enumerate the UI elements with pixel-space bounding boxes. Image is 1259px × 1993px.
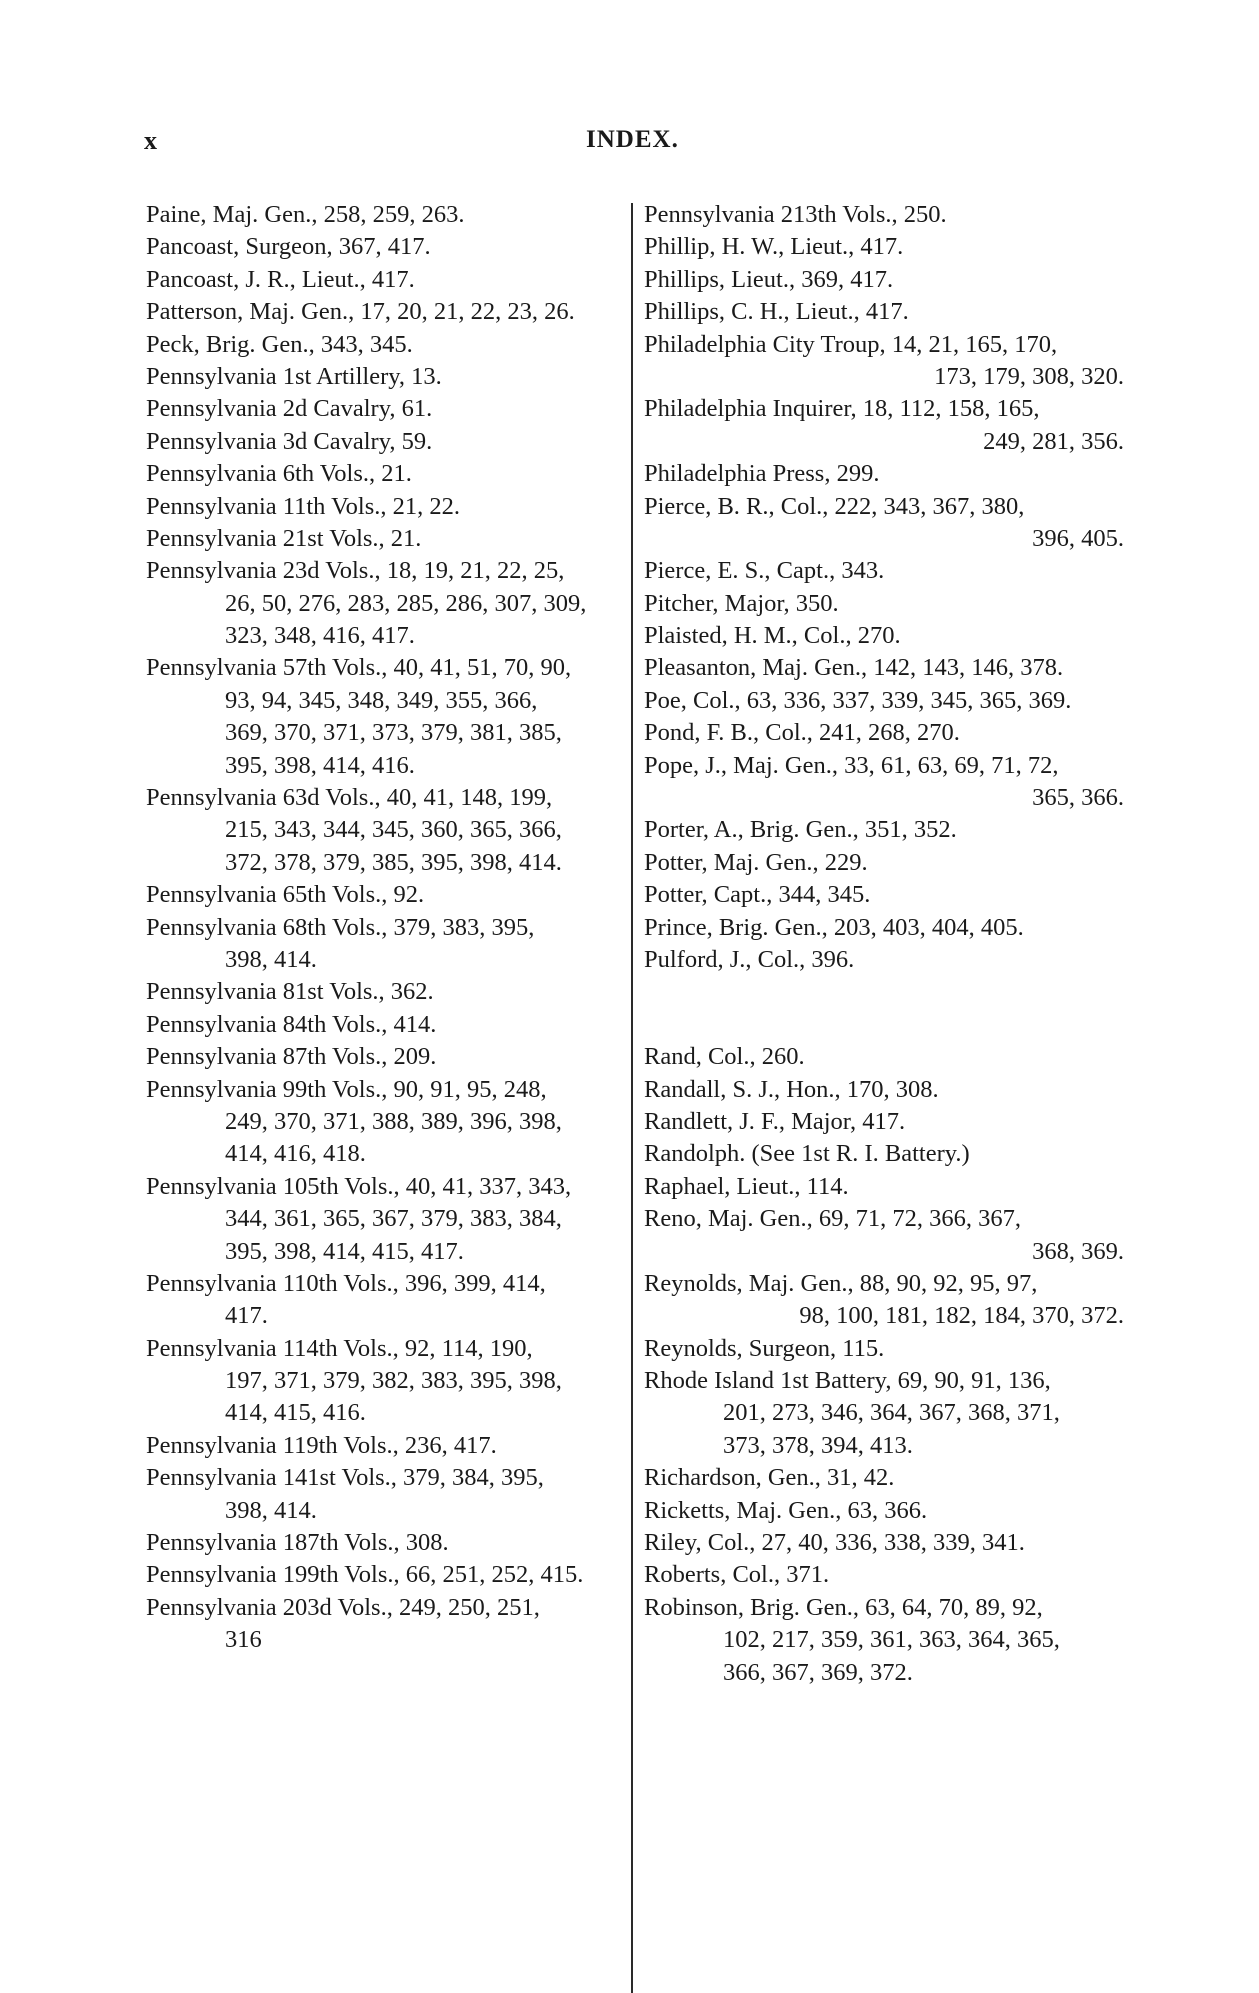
index-entry-line: Pennsylvania 187th Vols., 308.: [146, 1529, 449, 1557]
index-entry-line: Roberts, Col., 371.: [644, 1561, 830, 1589]
index-entry-continuation: 102, 217, 359, 361, 363, 364, 365,: [723, 1626, 1060, 1654]
index-entry-continuation: 417.: [225, 1302, 268, 1330]
index-entry-line: Pennsylvania 87th Vols., 209.: [146, 1043, 437, 1071]
index-entry: [644, 555, 1124, 587]
index-entry: [644, 1365, 1124, 1462]
page-number: x: [144, 126, 157, 155]
index-entry-continuation: 365, 366.: [1032, 784, 1124, 812]
index-entry-continuation: 369, 370, 371, 373, 379, 381, 385,: [225, 719, 562, 747]
index-entry: [146, 879, 624, 911]
index-entry: [644, 393, 1124, 458]
index-entry-line: Pleasanton, Maj. Gen., 142, 143, 146, 378.: [644, 654, 1064, 682]
index-entry: [644, 296, 1124, 328]
index-entry: [644, 588, 1124, 620]
index-entry: [644, 750, 1124, 815]
index-entry-line: Ricketts, Maj. Gen., 63, 366.: [644, 1496, 928, 1524]
page-title: INDEX.: [586, 126, 679, 153]
index-entry-line: Phillips, C. H., Lieut., 417.: [644, 298, 909, 326]
index-entry: [644, 652, 1124, 684]
index-entry-line: Rand, Col., 260.: [644, 1043, 805, 1071]
index-entry: [644, 1106, 1124, 1138]
index-entry: [146, 458, 624, 490]
index-entry: [644, 264, 1124, 296]
index-entry-line: Pennsylvania 65th Vols., 92.: [146, 881, 425, 909]
index-entry-line: Pitcher, Major, 350.: [644, 589, 839, 617]
index-entry: [644, 491, 1124, 556]
index-entry: [644, 1495, 1124, 1527]
index-entry-line: Prince, Brig. Gen., 203, 403, 404, 405.: [644, 913, 1024, 941]
index-entry-line: Reynolds, Surgeon, 115.: [644, 1334, 885, 1362]
index-entry: [146, 361, 624, 393]
index-entry-line: Pennsylvania 213th Vols., 250.: [644, 201, 947, 228]
index-entry-line: Potter, Maj. Gen., 229.: [644, 848, 868, 876]
index-entry: [644, 329, 1124, 394]
index-entry-line: Pope, J., Maj. Gen., 33, 61, 63, 69, 71, 72,: [644, 751, 1059, 779]
index-entry-continuation: 93, 94, 345, 348, 349, 355, 366,: [225, 686, 538, 714]
index-entry-line: Paine, Maj. Gen., 258, 259, 263.: [146, 201, 465, 228]
index-entry: [644, 231, 1124, 263]
index-entry: [644, 1074, 1124, 1106]
index-entry: [146, 912, 624, 977]
index-entry-continuation: 414, 415, 416.: [225, 1399, 366, 1427]
index-entry-line: Pennsylvania 99th Vols., 90, 91, 95, 248,: [146, 1075, 547, 1103]
index-entry-continuation: 249, 370, 371, 388, 389, 396, 398,: [225, 1107, 562, 1135]
index-entry-line: Phillips, Lieut., 369, 417.: [644, 265, 894, 293]
index-entry-line: Robinson, Brig. Gen., 63, 64, 70, 89, 92,: [644, 1593, 1043, 1621]
index-entry: [146, 264, 624, 296]
index-entry-continuation: 316: [225, 1626, 262, 1654]
index-entry: [644, 1333, 1124, 1365]
index-entry-continuation: 249, 281, 356.: [983, 427, 1124, 455]
index-entry: [644, 1138, 1124, 1170]
index-entry-line: Pennsylvania 23d Vols., 18, 19, 21, 22, 25,: [146, 557, 565, 585]
index-entry-continuation: 396, 405.: [1032, 524, 1124, 552]
index-entry: [644, 1527, 1124, 1559]
index-entry: [146, 491, 624, 523]
index-entry: [146, 1009, 624, 1041]
index-entry-line: Pennsylvania 68th Vols., 379, 383, 395,: [146, 913, 535, 941]
index-entry: [644, 847, 1124, 879]
index-column-left: [146, 199, 624, 1657]
index-entry-continuation: 201, 273, 346, 364, 367, 368, 371,: [723, 1399, 1060, 1427]
index-entry: [644, 685, 1124, 717]
index-entry-line: Richardson, Gen., 31, 42.: [644, 1464, 895, 1492]
index-entry: [146, 199, 624, 231]
index-entry-line: Pennsylvania 141st Vols., 379, 384, 395,: [146, 1464, 544, 1492]
index-entry: [146, 296, 624, 328]
index-entry: [644, 814, 1124, 846]
index-entry-continuation: 98, 100, 181, 182, 184, 370, 372.: [799, 1302, 1124, 1330]
index-column-right: [644, 199, 1124, 1689]
index-entry-continuation: 395, 398, 414, 415, 417.: [225, 1237, 464, 1265]
index-entry-line: Pennsylvania 110th Vols., 396, 399, 414,: [146, 1269, 546, 1297]
index-entry-line: Pennsylvania 1st Artillery, 13.: [146, 362, 442, 390]
index-entry-line: Pulford, J., Col., 396.: [644, 945, 855, 973]
index-entry: [146, 1527, 624, 1559]
index-entry-line: Philadelphia Press, 299.: [644, 460, 880, 488]
index-entry: [644, 1268, 1124, 1333]
index-entry-continuation: 173, 179, 308, 320.: [934, 362, 1124, 390]
index-entry-continuation: 368, 369.: [1032, 1237, 1124, 1265]
index-entry-line: Pennsylvania 199th Vols., 66, 251, 252, 415.: [146, 1561, 584, 1589]
index-entry-line: Pennsylvania 2d Cavalry, 61.: [146, 395, 433, 423]
index-entry-line: Pennsylvania 114th Vols., 92, 114, 190,: [146, 1334, 533, 1362]
index-entry-continuation: 344, 361, 365, 367, 379, 383, 384,: [225, 1205, 562, 1233]
index-entry: [146, 1074, 624, 1171]
index-entry-line: Riley, Col., 27, 40, 336, 338, 339, 341.: [644, 1529, 1025, 1557]
index-entry: [644, 1171, 1124, 1203]
index-entry-line: Randolph. (See 1st R. I. Battery.): [644, 1140, 970, 1168]
index-entry-continuation: 398, 414.: [225, 945, 317, 973]
index-entry-line: Patterson, Maj. Gen., 17, 20, 21, 22, 23, 26.: [146, 298, 575, 326]
index-entry-line: Phillip, H. W., Lieut., 417.: [644, 233, 904, 261]
index-entry: [146, 1559, 624, 1591]
index-entry-continuation: 395, 398, 414, 416.: [225, 751, 415, 779]
index-entry: [146, 329, 624, 361]
index-entry-continuation: 398, 414.: [225, 1496, 317, 1524]
index-entry-line: Pennsylvania 119th Vols., 236, 417.: [146, 1431, 497, 1459]
index-entry-line: Reno, Maj. Gen., 69, 71, 72, 366, 367,: [644, 1205, 1021, 1233]
section-gap: [644, 976, 1124, 1041]
index-entry: [644, 1592, 1124, 1689]
index-entry: [644, 620, 1124, 652]
index-entry: [644, 1041, 1124, 1073]
index-entry: [146, 1041, 624, 1073]
index-entry-line: Pennsylvania 11th Vols., 21, 22.: [146, 492, 460, 520]
index-entry-continuation: 26, 50, 276, 283, 285, 286, 307, 309,: [225, 589, 587, 617]
index-entry-line: Philadelphia City Troup, 14, 21, 165, 170,: [644, 330, 1058, 358]
index-entry: [644, 1203, 1124, 1268]
index-entry-line: Pennsylvania 63d Vols., 40, 41, 148, 199,: [146, 784, 553, 812]
index-entry-line: Poe, Col., 63, 336, 337, 339, 345, 365, 369.: [644, 686, 1072, 714]
page-header: [144, 126, 679, 162]
index-entry-line: Pennsylvania 21st Vols., 21.: [146, 524, 422, 552]
index-entry: [146, 1462, 624, 1527]
index-entry: [146, 231, 624, 263]
index-entry: [644, 1462, 1124, 1494]
index-entry: [146, 393, 624, 425]
index-entry-line: Philadelphia Inquirer, 18, 112, 158, 165,: [644, 395, 1040, 423]
index-entry-line: Plaisted, H. M., Col., 270.: [644, 622, 901, 650]
index-entry-continuation: 366, 367, 369, 372.: [723, 1658, 913, 1686]
index-entry-continuation: 414, 416, 418.: [225, 1140, 366, 1168]
index-entry: [644, 1559, 1124, 1591]
index-entry-line: Pond, F. B., Col., 241, 268, 270.: [644, 719, 960, 747]
index-entry-continuation: 372, 378, 379, 385, 395, 398, 414.: [225, 848, 562, 876]
index-entry-line: Peck, Brig. Gen., 343, 345.: [146, 330, 413, 358]
index-entry: [146, 1268, 624, 1333]
index-entry-line: Pierce, E. S., Capt., 343.: [644, 557, 885, 585]
index-entry: [644, 458, 1124, 490]
index-entry-line: Porter, A., Brig. Gen., 351, 352.: [644, 816, 957, 844]
index-entry: [146, 426, 624, 458]
index-entry-line: Pennsylvania 84th Vols., 414.: [146, 1010, 437, 1038]
index-entry: [644, 912, 1124, 944]
column-divider: [631, 203, 633, 1993]
index-entry-line: Pennsylvania 57th Vols., 40, 41, 51, 70, 90,: [146, 654, 572, 682]
index-entry-continuation: 197, 371, 379, 382, 383, 395, 398,: [225, 1367, 562, 1395]
index-entry-line: Pennsylvania 105th Vols., 40, 41, 337, 343,: [146, 1172, 572, 1200]
index-entry-line: Pierce, B. R., Col., 222, 343, 367, 380,: [644, 492, 1025, 520]
index-entry-continuation: 323, 348, 416, 417.: [225, 622, 415, 650]
index-entry-line: Potter, Capt., 344, 345.: [644, 881, 871, 909]
index-entry: [146, 976, 624, 1008]
index-entry-line: Pennsylvania 3d Cavalry, 59.: [146, 427, 433, 455]
index-entry-line: Pancoast, Surgeon, 367, 417.: [146, 233, 431, 261]
index-entry-line: Pennsylvania 81st Vols., 362.: [146, 978, 434, 1006]
index-entry-line: Randlett, J. F., Major, 417.: [644, 1107, 906, 1135]
index-entry-line: Raphael, Lieut., 114.: [644, 1172, 849, 1200]
index-entry: [644, 879, 1124, 911]
index-entry-line: Randall, S. J., Hon., 170, 308.: [644, 1075, 939, 1103]
index-entry: [146, 1333, 624, 1430]
index-entry: [146, 1171, 624, 1268]
index-entry: [644, 199, 1124, 231]
index-entry-continuation: 215, 343, 344, 345, 360, 365, 366,: [225, 816, 562, 844]
index-entry: [644, 717, 1124, 749]
index-entry: [146, 1592, 624, 1657]
index-entry: [146, 523, 624, 555]
index-entry-line: Pennsylvania 203d Vols., 249, 250, 251,: [146, 1593, 540, 1621]
index-entry: [146, 652, 624, 782]
index-entry-line: Pennsylvania 6th Vols., 21.: [146, 460, 412, 488]
index-entry-line: Reynolds, Maj. Gen., 88, 90, 92, 95, 97,: [644, 1269, 1038, 1297]
index-entry: [146, 1430, 624, 1462]
index-entry-line: Pancoast, J. R., Lieut., 417.: [146, 265, 415, 293]
index-entry: [146, 782, 624, 879]
index-entry: [644, 944, 1124, 976]
index-entry-line: Rhode Island 1st Battery, 69, 90, 91, 136,: [644, 1367, 1051, 1395]
index-entry: [146, 555, 624, 652]
index-entry-continuation: 373, 378, 394, 413.: [723, 1431, 913, 1459]
